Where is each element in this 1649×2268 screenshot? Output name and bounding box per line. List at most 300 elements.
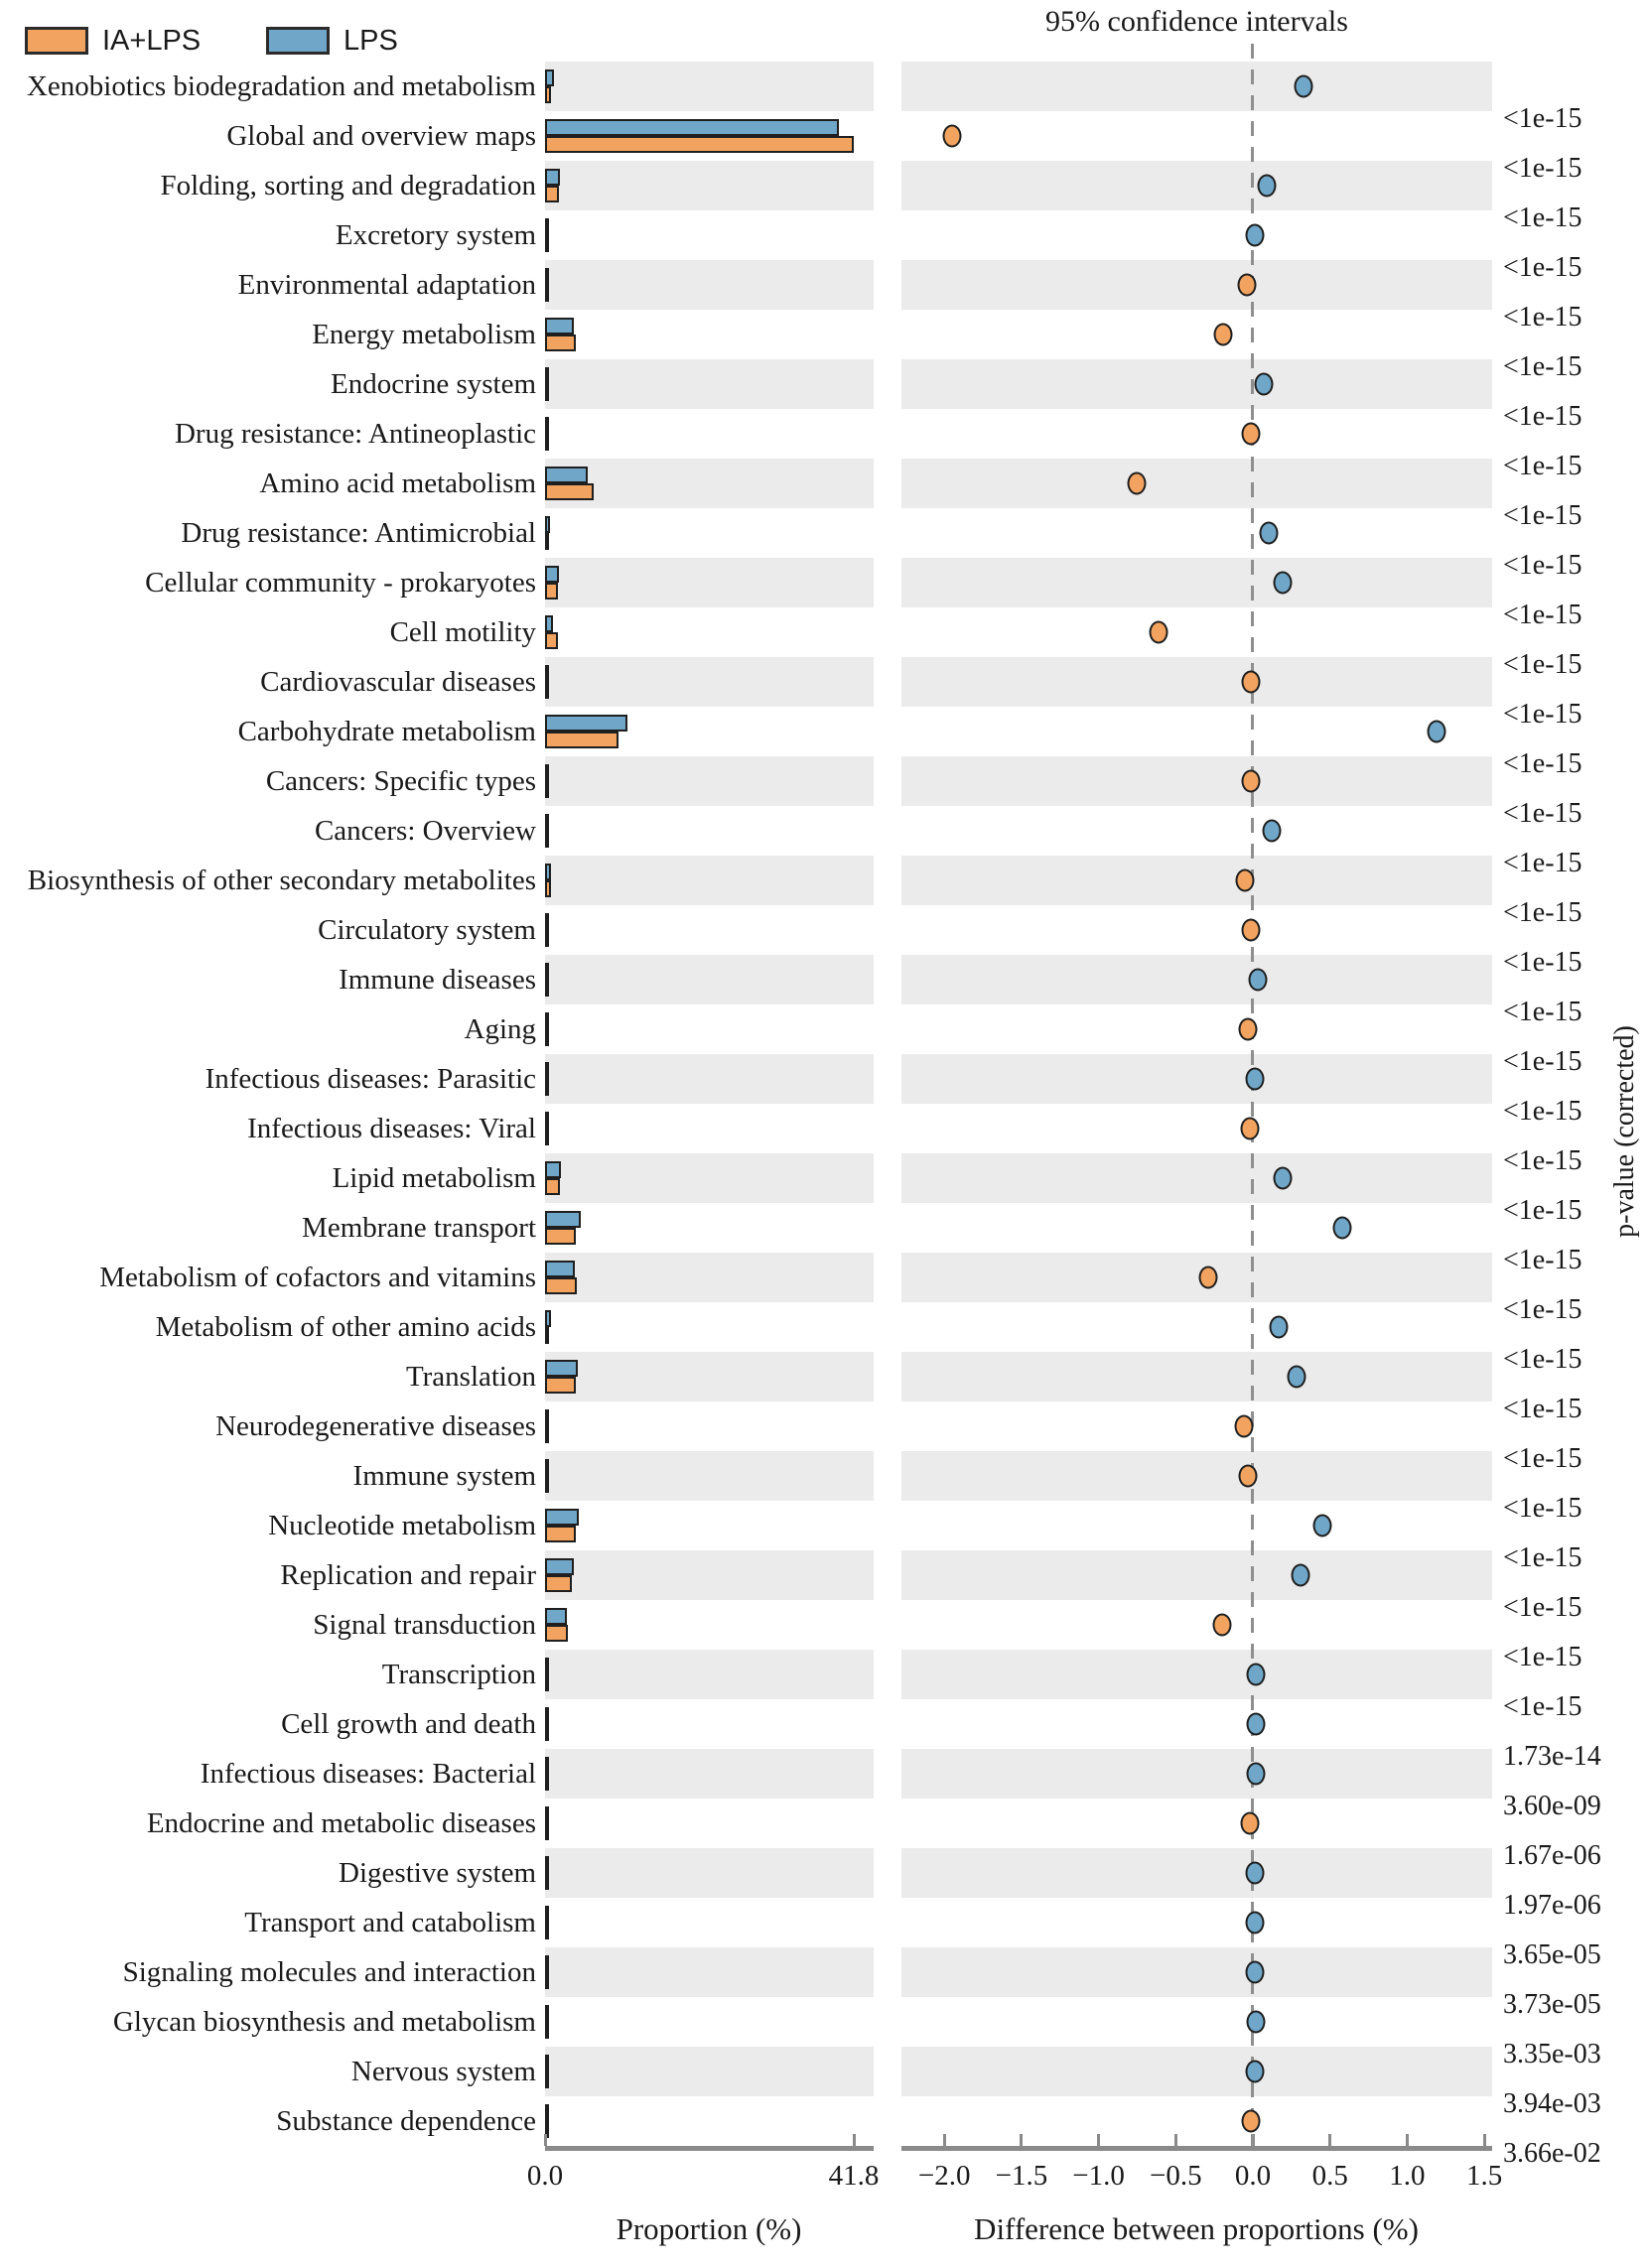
category-label: Drug resistance: Antineoplastic (174, 418, 536, 450)
row-band (901, 1749, 1492, 1799)
category-label: Drug resistance: Antimicrobial (181, 517, 536, 549)
row-band (545, 409, 874, 459)
row-band (545, 2096, 874, 2146)
difference-dot (1248, 969, 1267, 992)
difference-dot (1287, 1366, 1305, 1389)
bar-ia-lps (545, 930, 549, 947)
category-label: Carbohydrate metabolism (237, 716, 536, 747)
row-band (545, 607, 874, 657)
row-band (545, 1947, 874, 1997)
category-label: Circulatory system (318, 914, 536, 946)
row-band (901, 1501, 1492, 1550)
bar-ia-lps (545, 1575, 572, 1592)
category-label: Metabolism of other amino acids (155, 1311, 536, 1343)
category-label: Amino acid metabolism (259, 467, 536, 499)
tick-mark (1328, 2134, 1331, 2146)
bar-lps (545, 864, 551, 880)
row-band (901, 210, 1492, 260)
difference-dot (1212, 1614, 1231, 1637)
p-value: 3.65e-05 (1503, 1939, 1601, 1970)
difference-dot (1242, 2110, 1261, 2133)
difference-dot (1128, 472, 1147, 495)
difference-dot (1247, 2011, 1266, 2034)
row-band (901, 1898, 1492, 1947)
tick-mark (1483, 2134, 1486, 2146)
bar-lps (545, 69, 554, 86)
difference-dot (1245, 2061, 1264, 2083)
row-band (545, 1898, 874, 1947)
row-band (545, 310, 874, 359)
row-band (545, 955, 874, 1004)
bar-lps (545, 367, 549, 384)
row-band (901, 111, 1492, 161)
bar-lps (545, 715, 627, 732)
difference-dot (1150, 621, 1168, 644)
row-band (545, 1799, 874, 1848)
row-band (901, 707, 1492, 756)
category-label: Transcription (381, 1659, 536, 1690)
tick-label: 1.5 (1465, 2160, 1503, 2192)
row-band (901, 1650, 1492, 1699)
bar-lps (545, 963, 549, 980)
bar-lps (545, 1806, 549, 1823)
bar-lps (545, 1360, 578, 1377)
category-label: Cell growth and death (281, 1708, 536, 1740)
p-value: <1e-15 (1503, 252, 1582, 283)
bar-lps (545, 1856, 549, 1873)
bar-lps (545, 268, 549, 285)
tick-mark (1406, 2134, 1409, 2146)
confidence-interval-title: 95% confidence intervals (1045, 5, 1348, 38)
p-value: 1.97e-06 (1503, 1890, 1601, 1921)
p-value: <1e-15 (1503, 1145, 1582, 1176)
proportion-axis-line (545, 2146, 874, 2151)
bar-ia-lps (545, 583, 558, 600)
bar-lps (545, 2005, 549, 2022)
difference-dot (1259, 522, 1278, 545)
category-label: Infectious diseases: Parasitic (205, 1063, 536, 1095)
tick-mark (544, 2134, 547, 2146)
bar-ia-lps (545, 1079, 549, 1096)
bar-lps (545, 1509, 579, 1526)
difference-dot (1242, 671, 1261, 694)
difference-dot (1247, 1664, 1266, 1686)
category-label: Signal transduction (313, 1609, 536, 1641)
row-band (545, 1600, 874, 1650)
row-band (901, 558, 1492, 607)
p-value: <1e-15 (1503, 1344, 1582, 1375)
bar-lps (545, 1012, 549, 1029)
bar-ia-lps (545, 1129, 549, 1145)
bar-ia-lps (545, 1476, 549, 1493)
row-band (545, 1153, 874, 1203)
p-value: <1e-15 (1503, 401, 1582, 432)
bar-ia-lps (545, 980, 549, 997)
bar-ia-lps (545, 533, 549, 550)
category-label: Immune system (352, 1460, 536, 1492)
row-band (901, 1153, 1492, 1203)
row-band (901, 161, 1492, 210)
category-label: Aging (464, 1013, 536, 1045)
tick-label: −1.5 (995, 2160, 1048, 2192)
p-value: <1e-15 (1503, 699, 1582, 730)
row-band (901, 1253, 1492, 1302)
p-value: <1e-15 (1503, 153, 1582, 184)
row-band (545, 1650, 874, 1699)
row-band (901, 1352, 1492, 1401)
row-band (901, 806, 1492, 856)
row-band (901, 310, 1492, 359)
p-value: <1e-15 (1503, 848, 1582, 878)
legend-label-lps: LPS (344, 25, 398, 57)
row-band (901, 657, 1492, 707)
row-band (545, 1253, 874, 1302)
row-band (901, 2047, 1492, 2096)
bar-lps (545, 1409, 549, 1426)
category-label: Neurodegenerative diseases (215, 1410, 536, 1442)
difference-dot (1427, 721, 1445, 743)
bar-lps (545, 1608, 567, 1625)
row-band (545, 1749, 874, 1799)
p-value: 1.67e-06 (1503, 1840, 1601, 1871)
row-band (901, 2096, 1492, 2146)
difference-dot (1273, 1167, 1292, 1190)
p-value: <1e-15 (1503, 748, 1582, 779)
category-label: Glycan biosynthesis and metabolism (112, 2006, 536, 2038)
category-label: Transport and catabolism (244, 1907, 536, 1938)
row-band (901, 1799, 1492, 1848)
bar-ia-lps (545, 1674, 549, 1691)
row-band (545, 260, 874, 310)
difference-dot (1240, 1812, 1259, 1835)
category-label: Biosynthesis of other secondary metabolites (27, 865, 536, 896)
tick-label: 41.8 (828, 2160, 880, 2192)
bar-lps (545, 1459, 549, 1476)
category-label: Energy metabolism (312, 319, 536, 350)
row-band (901, 905, 1492, 955)
bar-lps (545, 665, 549, 682)
difference-dot (1239, 1465, 1258, 1488)
difference-dot (1245, 1961, 1264, 1984)
category-label: Substance dependence (276, 2105, 536, 2137)
bar-lps (545, 169, 560, 186)
category-label: Replication and repair (280, 1559, 536, 1591)
p-value: 3.73e-05 (1503, 1989, 1601, 2020)
p-value: <1e-15 (1503, 550, 1582, 581)
category-label: Immune diseases (339, 964, 536, 996)
bar-ia-lps (545, 1178, 560, 1195)
category-labels-column (0, 62, 536, 2146)
legend-swatch-ia-lps (25, 27, 88, 55)
row-band (901, 1302, 1492, 1352)
row-band (545, 558, 874, 607)
row-band (545, 1699, 874, 1749)
row-band (545, 359, 874, 409)
row-band (901, 1550, 1492, 1600)
row-band (545, 459, 874, 508)
bar-ia-lps (545, 1923, 549, 1939)
row-band (901, 856, 1492, 905)
bar-lps (545, 1707, 549, 1724)
row-band (545, 1848, 874, 1898)
tick-label: −1.0 (1072, 2160, 1125, 2192)
p-value: <1e-15 (1503, 897, 1582, 928)
category-label: Lipid metabolism (332, 1162, 536, 1194)
difference-dot (1254, 373, 1273, 396)
bar-lps (545, 1658, 549, 1674)
bar-ia-lps (545, 1625, 568, 1642)
bar-ia-lps (545, 1823, 549, 1840)
difference-dot (1295, 75, 1313, 98)
row-band (901, 1104, 1492, 1153)
bar-lps (545, 764, 549, 781)
difference-axis-line (901, 2146, 1492, 2151)
bar-ia-lps (545, 1873, 549, 1890)
category-label: Translation (405, 1361, 536, 1393)
bar-lps (545, 417, 549, 434)
row-band (901, 1451, 1492, 1501)
tick-label: −2.0 (917, 2160, 971, 2192)
bar-ia-lps (545, 2022, 549, 2039)
category-label: Nucleotide metabolism (268, 1510, 536, 1541)
category-label: Signaling molecules and interaction (122, 1956, 536, 1988)
p-value: <1e-15 (1503, 202, 1582, 233)
bar-ia-lps (545, 1774, 549, 1791)
row-band (901, 260, 1492, 310)
bar-ia-lps (545, 285, 549, 302)
p-value: <1e-15 (1503, 1096, 1582, 1127)
tick-label: −0.5 (1149, 2160, 1202, 2192)
p-value: <1e-15 (1503, 649, 1582, 680)
row-band (545, 1401, 874, 1451)
difference-dot (1242, 919, 1261, 942)
bar-ia-lps (545, 483, 594, 500)
row-band (545, 1550, 874, 1600)
bar-ia-lps (545, 1228, 576, 1245)
category-label: Cellular community - prokaryotes (145, 567, 536, 599)
row-band (545, 1451, 874, 1501)
row-band (901, 1401, 1492, 1451)
row-band (545, 756, 874, 806)
bar-ia-lps (545, 1029, 549, 1046)
difference-dot (1237, 274, 1256, 297)
bar-lps (545, 318, 574, 334)
row-band (545, 905, 874, 955)
category-label: Cancers: Overview (314, 815, 536, 847)
difference-dot (942, 125, 961, 148)
bar-ia-lps (545, 1972, 549, 1989)
row-band (901, 756, 1492, 806)
difference-dot (1273, 572, 1292, 595)
row-band (901, 62, 1492, 111)
row-band (545, 856, 874, 905)
bar-ia-lps (545, 682, 549, 699)
category-label: Cell motility (389, 616, 536, 648)
bar-ia-lps (545, 1526, 576, 1542)
category-label: Infectious diseases: Bacterial (200, 1758, 536, 1790)
bar-ia-lps (545, 831, 549, 848)
bar-lps (545, 1955, 549, 1972)
row-band (901, 1054, 1492, 1104)
difference-dot (1333, 1217, 1352, 1240)
tick-mark (1097, 2134, 1100, 2146)
difference-dot (1262, 820, 1281, 843)
category-label: Endocrine and metabolic diseases (146, 1807, 536, 1839)
p-value: 3.35e-03 (1503, 2039, 1601, 2069)
row-band (545, 508, 874, 558)
row-band (901, 1848, 1492, 1898)
row-band (545, 806, 874, 856)
row-band (545, 1104, 874, 1153)
tick-label: 0.5 (1311, 2160, 1348, 2192)
category-label: Endocrine system (331, 368, 536, 400)
bar-ia-lps (545, 732, 618, 748)
p-value: <1e-15 (1503, 1443, 1582, 1474)
difference-dot (1270, 1316, 1289, 1339)
p-value: <1e-15 (1503, 1542, 1582, 1573)
bar-lps (545, 516, 550, 533)
p-value: <1e-15 (1503, 1691, 1582, 1722)
difference-dot (1247, 1713, 1266, 1736)
bar-lps (545, 1558, 574, 1575)
row-band (545, 210, 874, 260)
p-value: <1e-15 (1503, 947, 1582, 978)
row-band (545, 1054, 874, 1104)
bar-lps (545, 1310, 551, 1327)
difference-dot (1242, 423, 1261, 446)
tick-mark (1174, 2134, 1177, 2146)
row-band (901, 359, 1492, 409)
bar-lps (545, 913, 549, 930)
row-band (545, 161, 874, 210)
bar-ia-lps (545, 334, 576, 351)
bar-ia-lps (545, 235, 549, 252)
row-band (545, 1501, 874, 1550)
bar-ia-lps (545, 632, 558, 649)
bar-ia-lps (545, 434, 549, 451)
category-label: Digestive system (339, 1857, 536, 1889)
difference-dot (1245, 1862, 1264, 1885)
bar-ia-lps (545, 1426, 549, 1443)
category-label: Membrane transport (302, 1212, 536, 1244)
row-band (901, 607, 1492, 657)
bar-lps (545, 119, 839, 136)
p-value: 1.73e-14 (1503, 1741, 1601, 1772)
p-value: 3.60e-09 (1503, 1791, 1601, 1821)
row-band (545, 657, 874, 707)
bar-lps (545, 2055, 549, 2071)
p-value: <1e-15 (1503, 1245, 1582, 1275)
p-value: <1e-15 (1503, 600, 1582, 630)
row-band (545, 1203, 874, 1253)
row-band (901, 1947, 1492, 1997)
difference-panel (901, 62, 1492, 2146)
proportion-panel (545, 62, 874, 2146)
bar-lps (545, 2104, 549, 2121)
difference-dot (1245, 1912, 1264, 1934)
p-value: <1e-15 (1503, 302, 1582, 333)
p-value: 3.94e-03 (1503, 2088, 1601, 2119)
row-band (545, 2047, 874, 2096)
row-band (901, 1004, 1492, 1054)
row-band (545, 62, 874, 111)
bar-lps (545, 1062, 549, 1079)
category-label: Cancers: Specific types (265, 765, 536, 797)
p-value: <1e-15 (1503, 451, 1582, 481)
p-value: <1e-15 (1503, 351, 1582, 382)
row-band (901, 409, 1492, 459)
bar-lps (545, 1261, 575, 1277)
p-value-axis-label: p-value (corrected) (1609, 1025, 1640, 1238)
tick-label: 0.0 (526, 2160, 564, 2192)
difference-dot (1257, 175, 1276, 198)
p-value: <1e-15 (1503, 1046, 1582, 1077)
difference-dot (1240, 1118, 1259, 1140)
difference-dot (1245, 224, 1264, 247)
bar-ia-lps (545, 1327, 549, 1344)
row-band (901, 1203, 1492, 1253)
p-value: <1e-15 (1503, 1195, 1582, 1226)
bar-lps (545, 1906, 549, 1923)
bar-ia-lps (545, 86, 551, 103)
bar-lps (545, 566, 559, 583)
tick-label: 1.0 (1389, 2160, 1426, 2192)
category-label: Cardiovascular diseases (260, 666, 536, 698)
bar-lps (545, 814, 549, 831)
p-value: <1e-15 (1503, 997, 1582, 1027)
legend-swatch-lps (266, 27, 330, 55)
difference-dot (1245, 1068, 1264, 1091)
bar-lps (545, 1161, 561, 1178)
bar-lps (545, 1757, 549, 1774)
row-band (545, 1004, 874, 1054)
category-label: Folding, sorting and degradation (160, 170, 536, 201)
row-band (545, 1302, 874, 1352)
bar-ia-lps (545, 384, 549, 401)
proportion-axis-title: Proportion (%) (616, 2211, 802, 2246)
tick-mark (1020, 2134, 1023, 2146)
category-label: Environmental adaptation (237, 269, 536, 301)
bar-lps (545, 615, 553, 632)
difference-dot (1214, 324, 1233, 346)
bar-lps (545, 467, 588, 483)
row-band (901, 1600, 1492, 1650)
category-label: Xenobiotics biodegradation and metabolism (26, 70, 536, 102)
row-band (901, 1997, 1492, 2047)
bar-ia-lps (545, 880, 551, 897)
tick-label: 0.0 (1234, 2160, 1272, 2192)
difference-dot (1292, 1564, 1310, 1587)
difference-dot (1239, 1018, 1258, 1041)
bar-ia-lps (545, 1724, 549, 1741)
category-label: Excretory system (335, 219, 536, 251)
p-value: <1e-15 (1503, 798, 1582, 829)
row-band (901, 459, 1492, 508)
bar-lps (545, 218, 549, 235)
difference-dot (1312, 1515, 1331, 1537)
row-band (545, 1352, 874, 1401)
difference-dot (1198, 1267, 1217, 1289)
p-value: <1e-15 (1503, 1294, 1582, 1325)
row-band (545, 1997, 874, 2047)
row-band (901, 955, 1492, 1004)
category-label: Global and overview maps (226, 120, 536, 152)
difference-dot (1247, 1763, 1266, 1786)
bar-ia-lps (545, 781, 549, 798)
difference-axis-title: Difference between proportions (%) (974, 2211, 1419, 2246)
bar-ia-lps (545, 136, 854, 153)
p-value: <1e-15 (1503, 103, 1582, 134)
